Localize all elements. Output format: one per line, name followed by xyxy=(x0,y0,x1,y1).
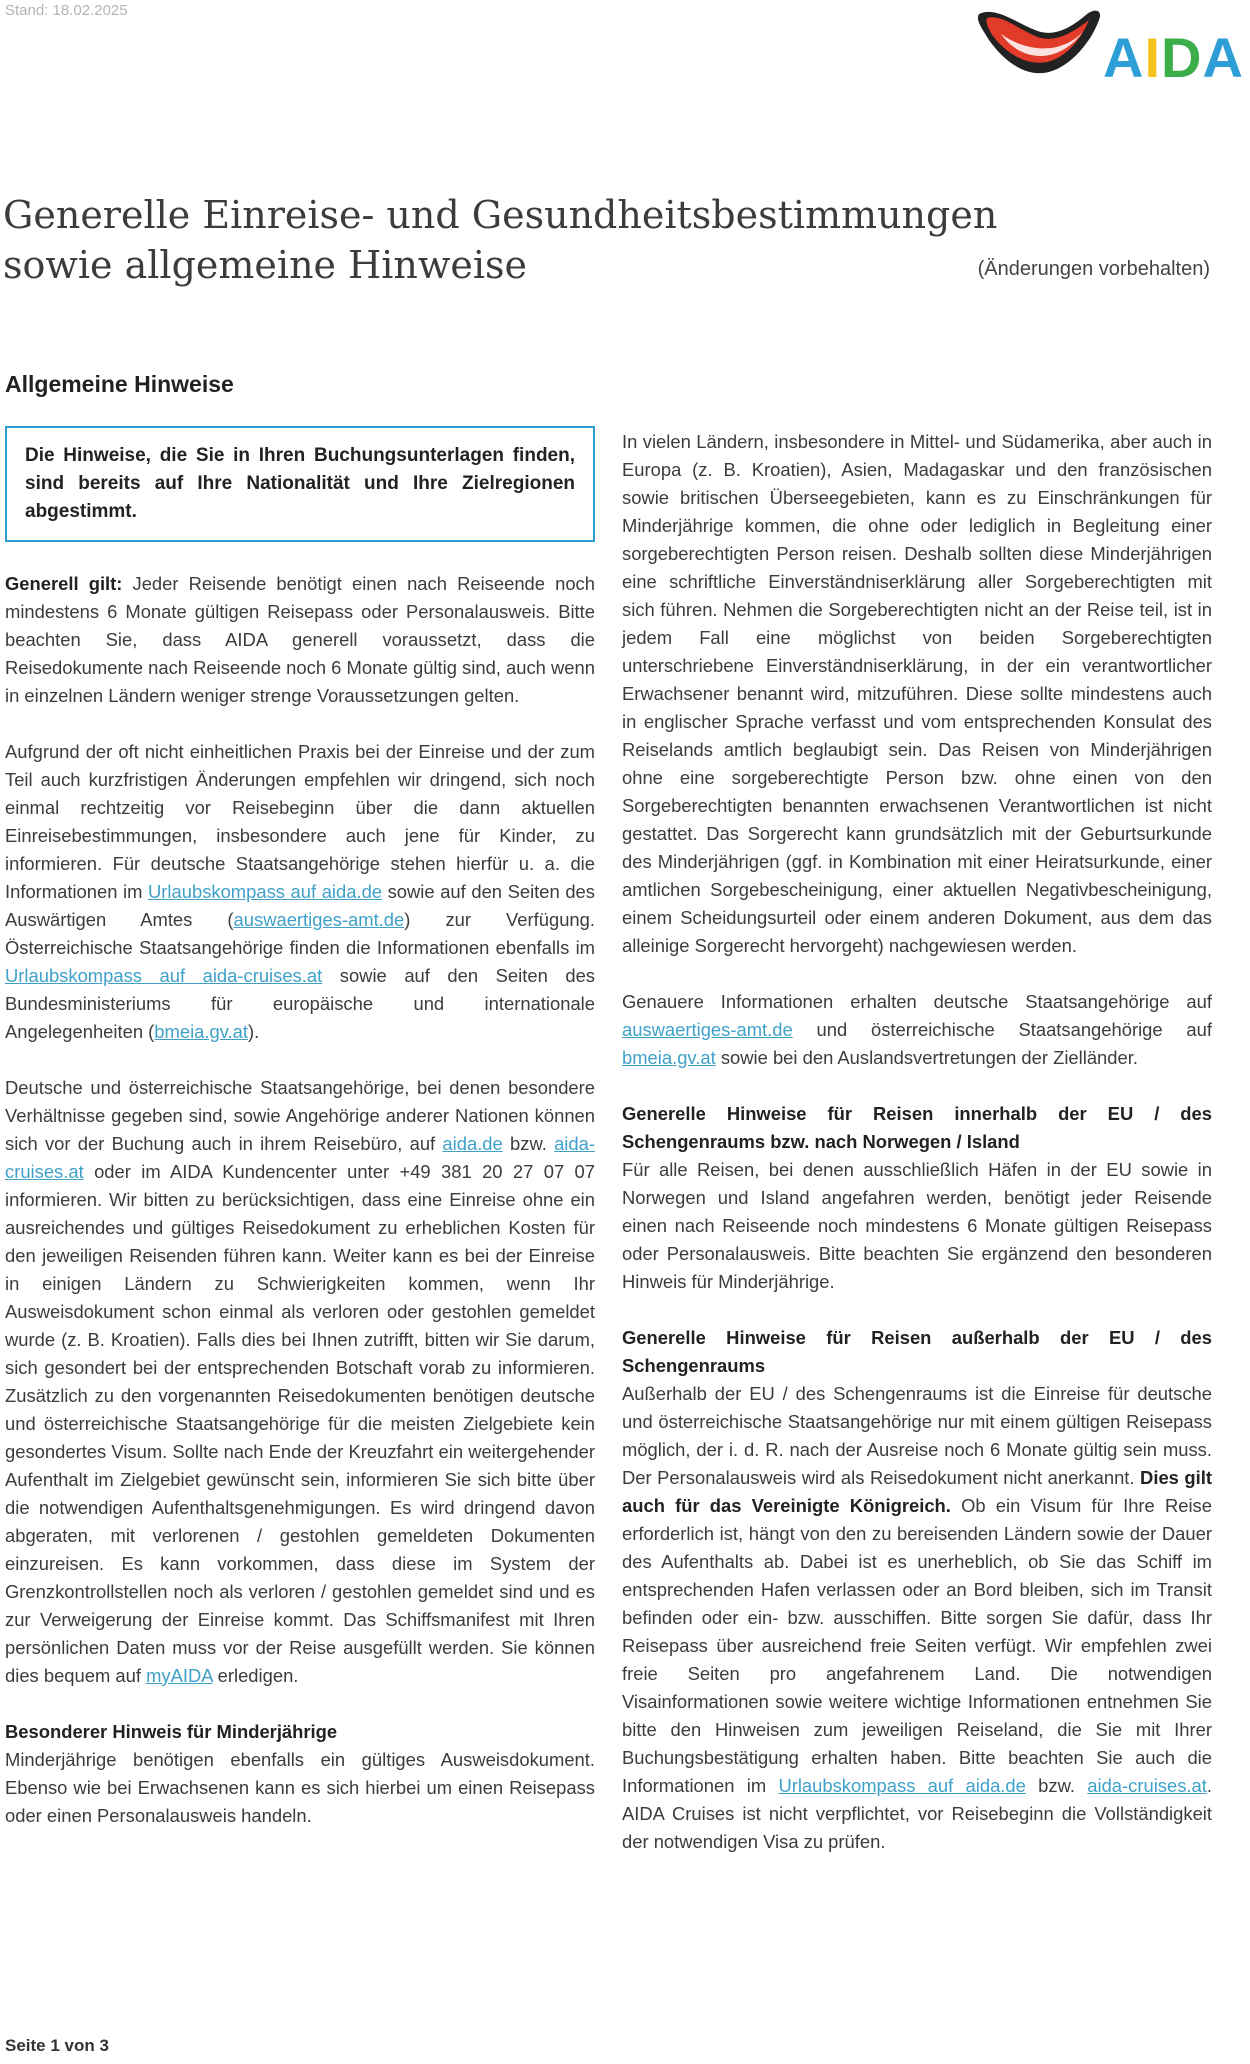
link-myaida[interactable]: myAIDA xyxy=(146,1665,213,1686)
link-auswaertiges-amt[interactable]: auswaertiges-amt.de xyxy=(233,909,405,930)
generell-label: Generell gilt: xyxy=(5,573,123,594)
paragraph-einreise-info: Aufgrund der oft nicht einheitlichen Praxis bei der Einreise und der zum Teil auch kurzfristigen Änderungen empfehlen wir dringend, sich noch einmal rechtzeitig vor Reisebeginn über die dann aktuellen Einreisebestimmungen, insbesondere auch jene für Kinder, zu informieren. Für deutsche Staatsangehörige stehen hierfür u. a. die Informationen im Urlaubskompass auf aida.de sowie auf den Seiten des Auswärtigen Amtes (auswaertiges-amt.de) zur Verfügung. Österreichische Staatsangehörige finden die Informationen ebenfalls im Urlaubskompass auf aida-cruises.at sowie auf den Seiten des Bundesministeriums für europäische und internationale Angelegenheiten (bmeia.gv.at). xyxy=(5,741,596,1042)
changes-note: (Änderungen vorbehalten) xyxy=(977,258,1210,280)
link-urlaubskompass-aida-cruises[interactable]: Urlaubskompass auf aida-cruises.at xyxy=(5,965,323,986)
paragraph-genauere-info: Genauere Informationen erhalten deutsche Staatsangehörige auf auswaertiges-amt.de und österreichische Staatsangehörige auf bmeia.gv.at sowie bei den Auslandsvertretungen der Zielländer. xyxy=(622,991,1212,1068)
link-aida-cruises-at-2[interactable]: aida-cruises.at xyxy=(1087,1775,1207,1796)
paragraph-nicht-eu-reisen: Generelle Hinweise für Reisen außerhalb der EU / des Schengenraums Außerhalb der EU / des Schengenraums ist die Einreise für deutsche und österreichische Staatsangehörige nur mit einem gültigen Reisepass möglich, der i. d. R. nach der Ausreise noch 6 Monate gültig sein muss. Der Personalausweis wird als Reisedokument nicht anerkannt. Dies gilt auch für das Vereinigte Königreich. Ob ein Visum für Ihre Reise erforderlich ist, hängt von den zu bereisenden Ländern sowie der Dauer des Aufenthalts ab. Dabei ist es unerheblich, ob Sie das Schiff im entsprechenden Hafen verlassen oder an Bord bleiben, sich im Transit befinden oder ein- bzw. ausschiffen. Bitte sorgen Sie dafür, dass Ihr Reisepass über ausreichend freie Seiten verfügt. Wir empfehlen zwei freie Seiten pro angefahrenem Land. Die notwendigen Visainformationen sowie weitere wichtige Informationen entnehmen Sie bitte den Hinweisen zum jeweiligen Reiseland, die Sie mit Ihrer Buchungsbestätigung erhalten haben. Bitte beachten Sie auch die Informationen im Urlaubskompass auf aida.de bzw. aida-cruises.at. AIDA Cruises ist nicht verpflichtet, vor Reisebeginn die Vollständigkeit der notwendigen Visa zu prüfen. xyxy=(622,1327,1212,1852)
link-auswaertiges-amt-2[interactable]: auswaertiges-amt.de xyxy=(622,1019,793,1040)
link-urlaubskompass-aida-2[interactable]: Urlaubskompass auf aida.de xyxy=(778,1775,1026,1796)
aida-logo xyxy=(975,0,1250,90)
eu-reisen-heading: Generelle Hinweise für Reisen innerhalb der EU / des Schengenraums bzw. nach Norwegen / Island xyxy=(622,1103,1212,1152)
info-box: Die Hinweise, die Sie in Ihren Buchungsunterlagen finden, sind bereits auf Ihre Nationalität und Ihre Zielregionen abgestimmt. xyxy=(5,426,595,542)
page-title xyxy=(3,190,997,290)
uk-note: Dies gilt auch für das Vereinigte Königreich. xyxy=(622,1467,1212,1516)
left-column xyxy=(5,370,595,1830)
paragraph-eu-reisen: Generelle Hinweise für Reisen innerhalb der EU / des Schengenraums bzw. nach Norwegen / Island Für alle Reisen, bei denen ausschließlich Häfen in der EU sowie in Norwegen und Island angefahren werden, benötigt jeder Reisende einen nach Reiseende noch mindestens 6 Monate gültigen Reisepass oder Personalausweis. Bitte beachten Sie ergänzend den besonderen Hinweis für Minderjährige. xyxy=(622,1103,1212,1292)
aida-lips-logo-icon xyxy=(975,0,1107,88)
title-line-1: Generelle Einreise- und Gesundheitsbestimmungen xyxy=(3,193,998,237)
aida-wordmark: AIDA xyxy=(1103,26,1244,89)
title-line-2: sowie allgemeine Hinweise xyxy=(3,243,528,287)
link-bmeia-2[interactable]: bmeia.gv.at xyxy=(622,1047,716,1068)
link-urlaubskompass-aida[interactable]: Urlaubskompass auf aida.de xyxy=(148,881,383,902)
stand-date: Stand: 18.02.2025 xyxy=(5,2,128,19)
paragraph-generell: Generell gilt: Jeder Reisende benötigt einen nach Reiseende noch mindestens 6 Monate gültigen Reisepass oder Personalausweis. Bitte beachten Sie, dass AIDA generell voraussetzt, dass die Reisedokumente nach Reiseende noch 6 Monate gültig sind, auch wenn in einzelnen Ländern weniger strenge Voraussetzungen gelten. xyxy=(5,573,595,706)
paragraph-minderjaehrige: Besonderer Hinweis für Minderjährige Minderjährige benötigen ebenfalls ein gültiges Ausweisdokument. Ebenso wie bei Erwachsenen kann es sich hierbei um einen Reisepass oder einen Personalausweis handeln. xyxy=(5,1721,595,1826)
nicht-eu-reisen-heading: Generelle Hinweise für Reisen außerhalb der EU / des Schengenraums xyxy=(622,1327,1212,1376)
link-aida-de[interactable]: aida.de xyxy=(442,1133,503,1154)
paragraph-einschraenkungen: In vielen Ländern, insbesondere in Mittel- und Südamerika, aber auch in Europa (z. B. Kroatien), Asien, Madagaskar und den französischen sowie britischen Überseegebieten, kann es zu Einschränkungen für Minderjährige kommen, die ohne oder lediglich in Begleitung einer sorgeberechtigten Person reisen. Deshalb sollten diese Minderjährigen eine schriftliche Einverständniserklärung aller Sorgeberechtigten mit sich führen. Nehmen die Sorgeberechtigten nicht an der Reise teil, ist in jedem Fall eine möglichst von beiden Sorgeberechtigten unterschriebene Einverständniserklärung, in der ein verantwortlicher Erwachsener benannt wird, mitzuführen. Diese sollte mindestens auch in englischer Sprache verfasst und vom entsprechenden Konsulat des Reiselands amtlich beglaubigt sein. Das Reisen von Minderjährigen ohne eine sorgeberechtigte Person bzw. ohne einen von den Sorgeberechtigten benannten erwachsenen Verantwortlichen ist nicht gestattet. Das Sorgerecht kann grundsätzlich mit der Geburtsurkunde des Minderjährigen (ggf. in Kombination mit einer Heiratsurkunde, einer amtlichen Sorgebescheinigung, einer aktuellen Negativbescheinigung, einem Scheidungsurteil oder einem anderen Dokument, aus dem das alleinige Sorgerecht hervorgeht) nachgewiesen werden. xyxy=(622,431,1212,956)
minderjaehrige-heading: Besonderer Hinweis für Minderjährige xyxy=(5,1721,338,1742)
link-aida-cruises-at[interactable]: aida-cruises.at xyxy=(5,1133,595,1182)
page-number: Seite 1 von 3 xyxy=(5,2036,109,2055)
section-heading: Allgemeine Hinweise xyxy=(5,371,234,397)
right-column xyxy=(622,428,1212,1856)
link-bmeia[interactable]: bmeia.gv.at xyxy=(154,1021,249,1042)
paragraph-besondere-verhaeltnisse: Deutsche und österreichische Staatsangehörige, bei denen besondere Verhältnisse gegeben sind, sowie Angehörige anderer Nationen können sich vor der Buchung auch in ihrem Reisebüro, auf aida.de bzw. aida-cruises.at oder im AIDA Kundencenter unter +49 381 20 27 07 07 informieren. Wir bitten zu berücksichtigen, dass eine Einreise ohne ein ausreichendes und gültiges Reisedokument zu erheblichen Kosten für den jeweiligen Reisenden führen kann. Weiter kann es bei der Einreise in einigen Ländern zu Schwierigkeiten kommen, wenn Ihr Ausweisdokument schon einmal als verloren oder gestohlen gemeldet wurde (z. B. Kroatien). Falls dies bei Ihnen zutrifft, bitten wir Sie darum, sich gesondert bei der entsprechenden Botschaft vorab zu informieren. Zusätzlich zu den vorgenannten Reisedokumenten benötigen deutsche und österreichische Staatsangehörige für die meisten Zielgebiete kein gesondertes Visum. Sollte nach Ende der Kreuzfahrt ein weitergehender Aufenthalt im Zielgebiet gewünscht sein, informieren Sie sich bitte über die notwendigen Aufenthaltsgenehmigungen. Es wird dringend davon abgeraten, mit verlorenen / gestohlen gemeldeten Dokumenten einzureisen. Es kann vorkommen, dass diese im System der Grenzkontrollstellen noch als verloren / gestohlen gemeldet sind und es zur Verweigerung der Einreise kommt. Das Schiffsmanifest mit Ihren persönlichen Daten muss vor der Reise ausgefüllt werden. Sie können dies bequem auf myAIDA erledigen. xyxy=(5,1077,595,1686)
